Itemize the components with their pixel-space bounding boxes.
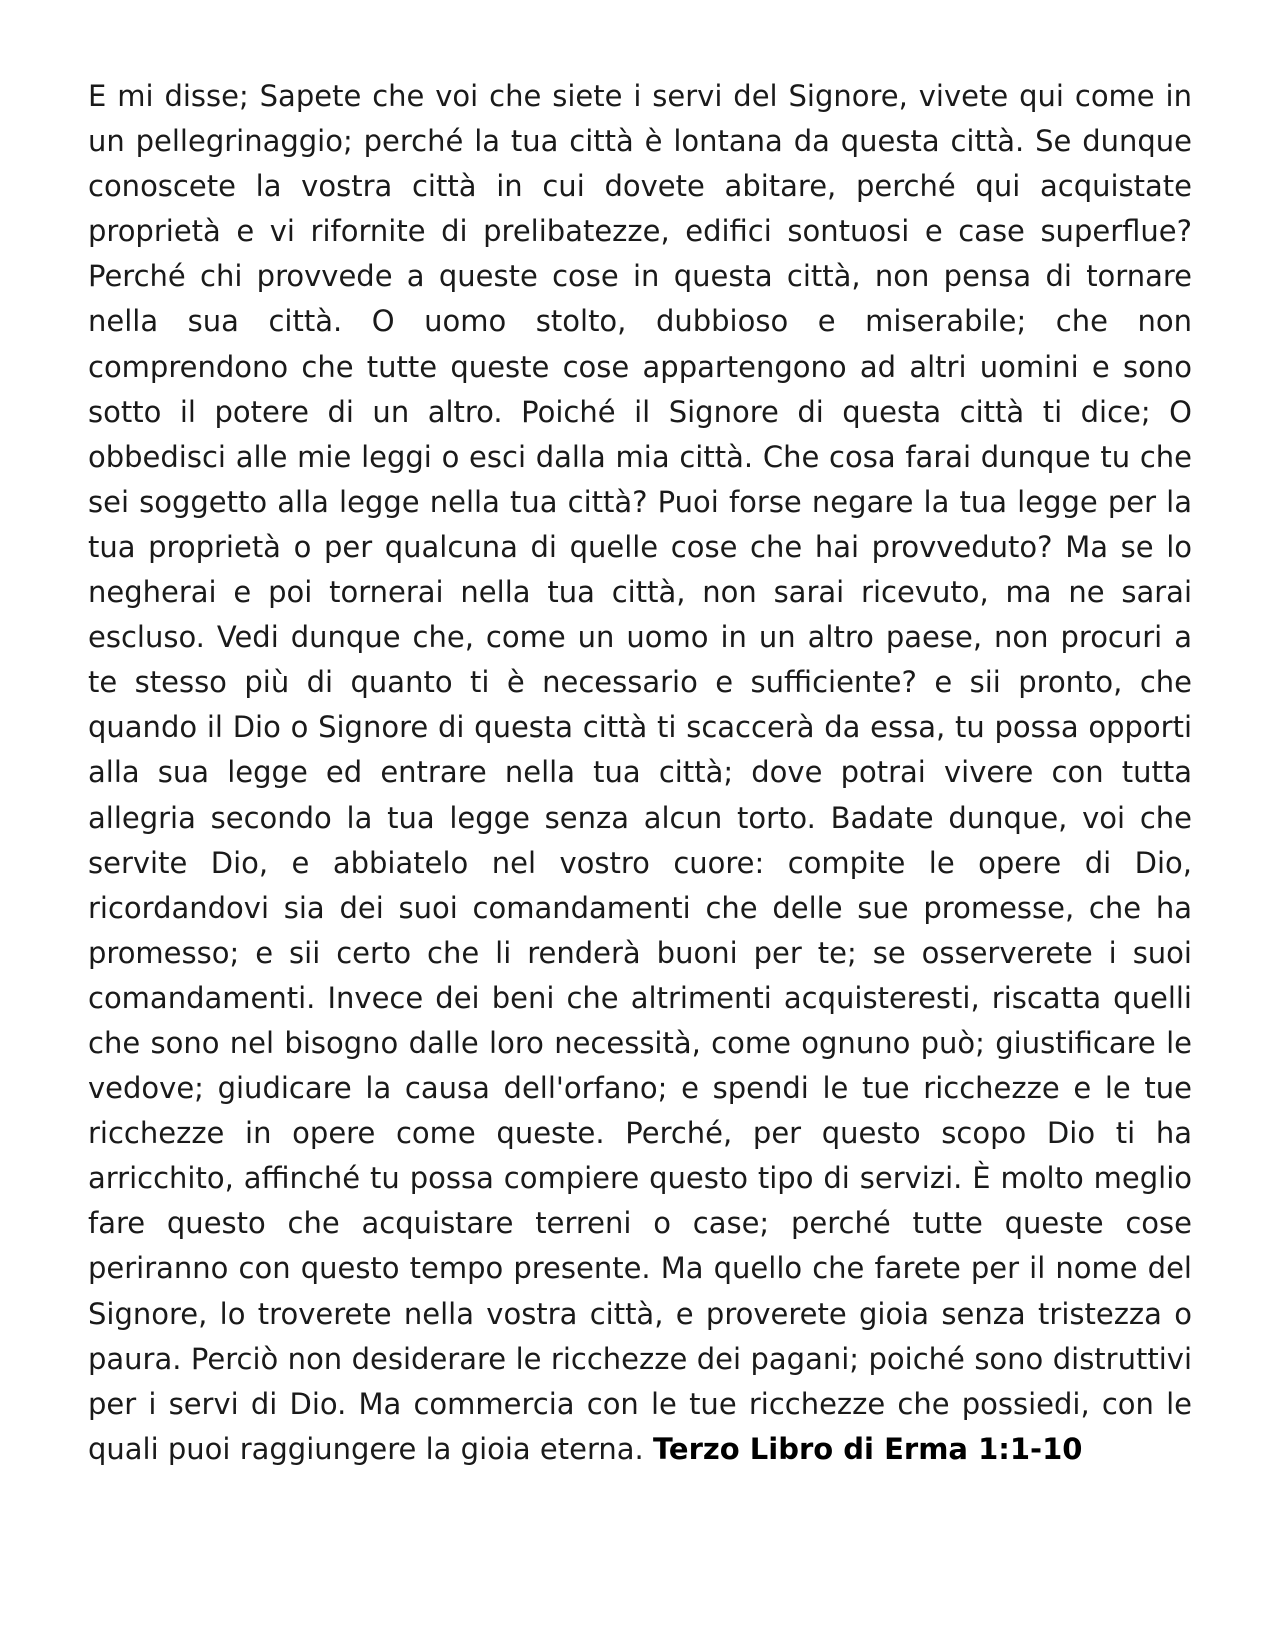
passage-body-text: E mi disse; Sapete che voi che siete i servi del Signore, vivete qui come in un pellegrinaggio; perché la tua città è lontana da questa città. Se dunque conoscete la vostra città in cui dovete abitare, perché qui acquistate proprietà e vi rifornite di prelibatezze, edifici sontuosi e case superflue? Perché chi provvede a queste cose in questa città, non pensa di tornare nella sua città. O uomo stolto, dubbioso e miserabile; che non comprendono che tutte queste cose appartengono ad altri uomini e sono sotto il potere di un altro. Poiché il Signore di questa città ti dice; O obbedisci alle mie leggi o esci dalla mia città. Che cosa farai dunque tu che sei soggetto alla legge nella tua città? Puoi forse negare la tua legge per la tua proprietà o per qualcuna di quelle cose che hai provveduto? Ma se lo negherai e poi tornerai nella tua città, non sarai ricevuto, ma ne sarai escluso. Vedi dunque che, come un uomo in un altro paese, non procuri a te stesso più di quanto ti è necessario e sufficiente? e sii pronto, che quando il Dio o Signore di questa città ti scaccerà da essa, tu possa opporti alla sua legge ed entrare nella tua città; dove potrai vivere con tutta allegria secondo la tua legge senza alcun torto. Badate dunque, voi che servite Dio, e abbiatelo nel vostro cuore: compite le opere di Dio, ricordandovi sia dei suoi comandamenti che delle sue promesse, che ha promesso; e sii certo che li renderà buoni per te; se osserverete i suoi comandamenti. Invece dei beni che altrimenti acquisteresti, riscatta quelli che sono nel bisogno dalle loro necessità, come ognuno può; giustificare le vedove; giudicare la causa dell'orfano; e spendi le tue ricchezze e le tue ricchezze in opere come queste. Perché, per questo scopo Dio ti ha arricchito, affinché tu possa compiere questo tipo di servizi. È molto meglio fare questo che acquistare terreni o case; perché tutte queste cose periranno con questo tempo presente. Ma quello che farete per il nome del Signore, lo troverete nella vostra città, e proverete gioia senza tristezza o paura. Perciò non desiderare le ricchezze dei pagani; poiché sono distruttivi per i servi di Dio. Ma commercia con le tue ricchezze che possiedi, con le quali puoi raggiungere la gioia eterna. [88,79,1192,1466]
passage-paragraph [88,74,1192,1472]
scripture-reference: Terzo Libro di Erma 1:1-10 [652,1431,1083,1466]
document-page [88,74,1192,1472]
